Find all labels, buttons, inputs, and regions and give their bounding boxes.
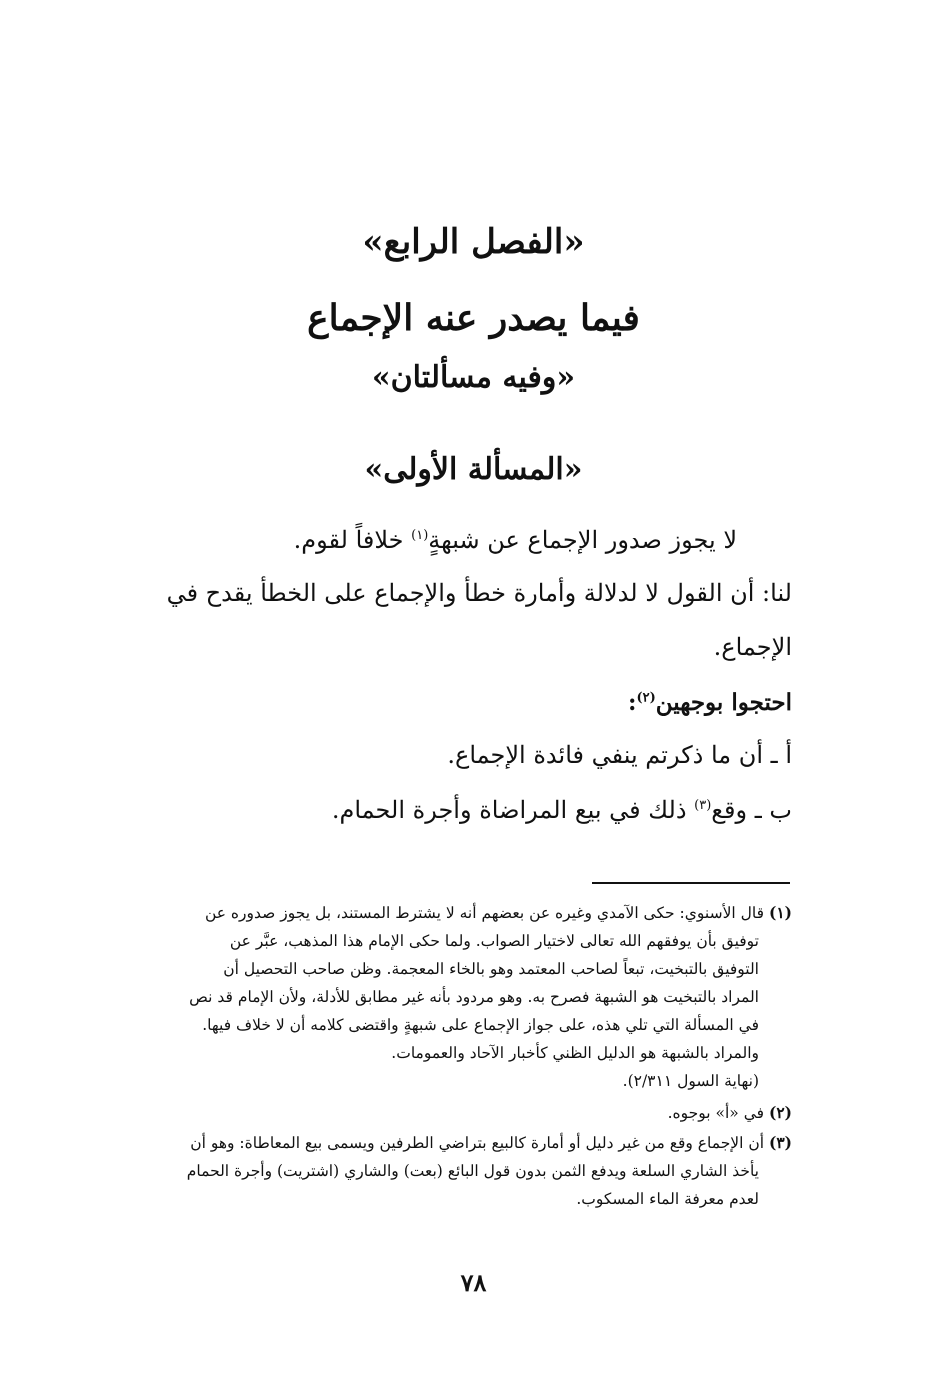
footnote-3-line-2: يأخذ الشاري السلعة ويدفع الثمن بدون قول البائع (بعت) والشاري (اشتريت) وأجرة الحمام: [186, 1162, 759, 1180]
footnote-ref-1: (١): [411, 528, 429, 543]
arguments-heading-text: احتجوا بوجهين: [655, 689, 792, 716]
footnote-1-line-5: في المسألة التي تلي هذه، على جواز الإجماع على شبهةٍ واقتضى كلامه أن لا خلاف فيها.: [202, 1016, 759, 1034]
paragraph-2-line-1: لنا: أن القول لا لدلالة وأمارة خطأ والإجماع على الخطأ يقدح في: [166, 579, 792, 607]
footnote-ref-2: (٢): [636, 690, 656, 706]
footnote-1-line-6: والمراد بالشبهة هو الدليل الظني كأخبار الآحاد والعمومات.: [391, 1044, 759, 1062]
footnote-separator: [592, 882, 790, 884]
footnote-1-source: (نهاية السول ٢/٣١١).: [622, 1072, 759, 1090]
argument-a: أ ـ أن ما ذكرتم ينفي فائدة الإجماع.: [447, 741, 792, 769]
footnote-3-line-3: لعدم معرفة الماء المسكوب.: [576, 1190, 759, 1208]
footnote-2: [100, 1100, 792, 1126]
paragraph-1-text: لا يجوز صدور الإجماع عن شبهةٍ: [428, 526, 737, 554]
footnote-1-line-1: [100, 900, 792, 926]
chapter-title: «الفصل الرابع»: [362, 222, 585, 262]
paragraph-1: [100, 520, 737, 560]
page-number: ٧٨: [460, 1268, 487, 1297]
footnote-3-text-1: أن الإجماع وقع من غير دليل أو أمارة كالبيع بتراضي الطرفين ويسمى بيع المعاطاة: وهو أن: [190, 1134, 765, 1152]
footnote-1-number: (١): [768, 903, 792, 922]
arguments-heading-colon: :: [627, 689, 637, 716]
argument-b-end: ذلك في بيع المراضاة وأجرة الحمام.: [331, 796, 695, 824]
chapter-subtitle: فيما يصدر عنه الإجماع: [307, 297, 640, 339]
footnote-ref-3: (٣): [694, 798, 712, 813]
footnote-1-line-4: المراد بالتبخيت هو الشبهة فصرح به. وهو مردود بأنه غير مطابق للأدلة، ولأن الإمام قد نص: [189, 988, 759, 1006]
footnote-2-number: (٢): [768, 1103, 792, 1122]
footnote-1-text-1: قال الأسنوي: حكى الآمدي وغيره عن بعضهم أنه لا يشترط المستند، بل يجوز صدوره عن: [204, 904, 765, 922]
argument-b: [100, 790, 792, 830]
section-title: «المسألة الأولى»: [364, 452, 583, 487]
footnote-2-text: في «أ» بوجوه.: [667, 1104, 765, 1122]
footnote-3-number: (٣): [768, 1133, 792, 1152]
arguments-heading: [100, 683, 792, 723]
footnote-3-line-1: [100, 1130, 792, 1156]
footnote-1-line-2: توفيق بأن يوفقهم الله تعالى لاختيار الصواب. ولما حكى الإمام هذا المذهب، عبَّر عن: [229, 932, 759, 950]
paragraph-2-line-2: الإجماع.: [713, 633, 792, 661]
argument-b-start: ب ـ وقع: [711, 796, 792, 824]
footnote-1-line-3: التوفيق بالتبخيت، تبعاً لصاحب المعتمد وهو بالخاء المعجمة. وظن صاحب التحصيل أن: [223, 960, 759, 978]
chapter-issues-note: «وفيه مسألتان»: [371, 360, 576, 395]
paragraph-1-end: خلافاً لقوم.: [293, 526, 412, 554]
